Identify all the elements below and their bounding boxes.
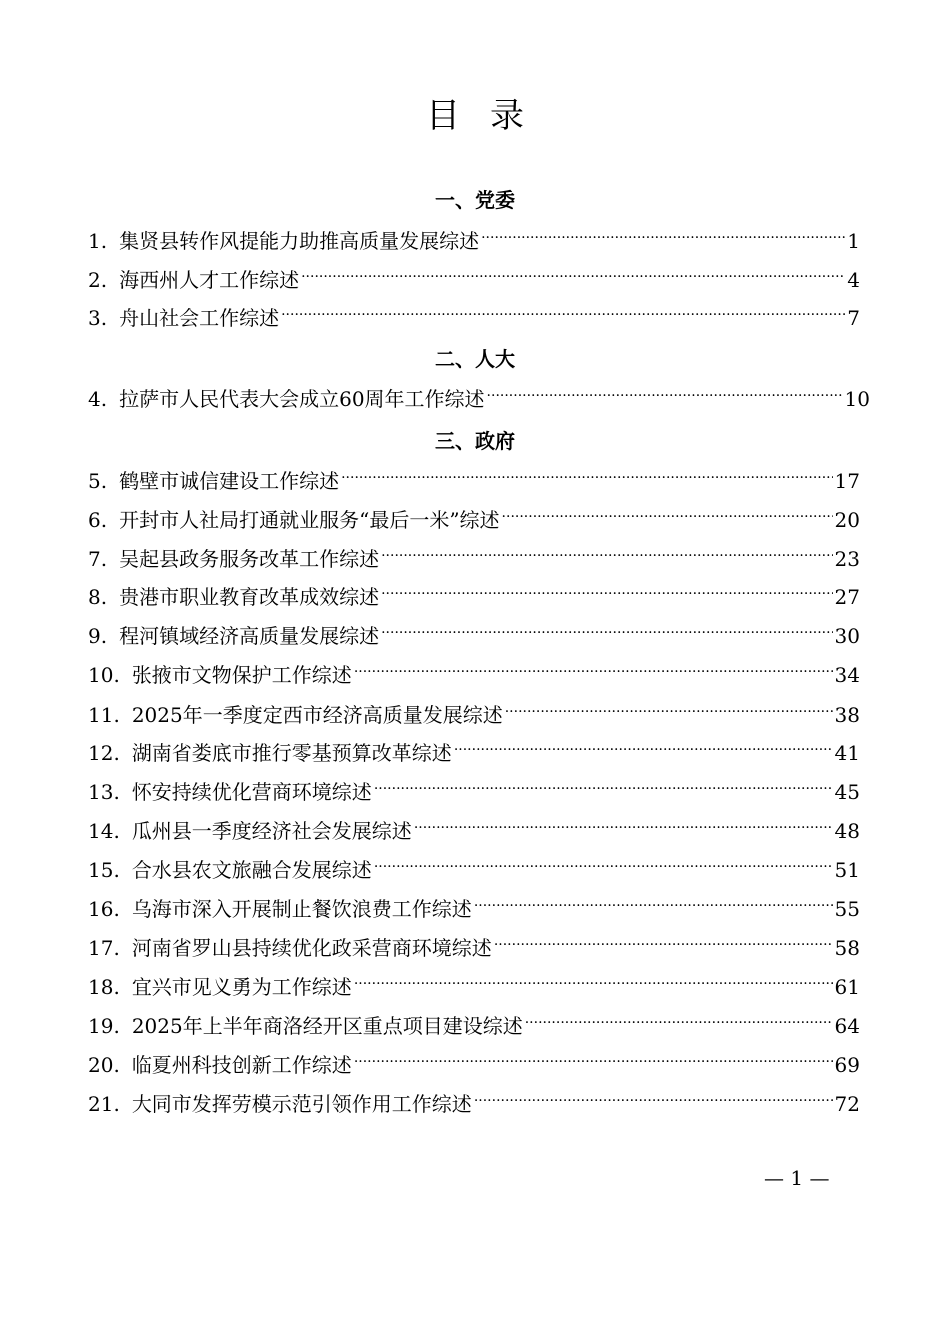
leader-dots (525, 1015, 833, 1031)
toc-entry[interactable] (88, 581, 860, 607)
toc-entry[interactable] (88, 543, 860, 569)
entry-number: 21. (88, 1092, 120, 1116)
entry-number: 10. (88, 663, 120, 687)
entry-page: 41 (834, 741, 860, 765)
entry-page: 4 (847, 268, 860, 292)
page-number: — 1 — (764, 1166, 830, 1190)
entry-page: 64 (834, 1014, 860, 1038)
entry-number: 1. (88, 229, 108, 253)
entry-title: 开封市人社局打通就业服务“最后一米”综述 (119, 508, 500, 532)
entry-number: 15. (88, 858, 120, 882)
leader-dots (381, 586, 832, 602)
entry-title: 吴起县政务服务改革工作综述 (119, 547, 380, 571)
entry-page: 72 (834, 1092, 860, 1116)
toc-entry[interactable] (88, 383, 870, 409)
leader-dots (481, 230, 845, 246)
toc-entry[interactable] (88, 1010, 860, 1036)
entry-page: 1 (847, 229, 860, 253)
leader-dots (474, 1093, 833, 1109)
leader-dots (374, 781, 833, 797)
toc-entry[interactable] (88, 737, 860, 763)
toc-entry[interactable] (88, 1049, 860, 1075)
entry-title: 海西州人才工作综述 (119, 268, 300, 292)
entry-title: 宜兴市见义勇为工作综述 (131, 975, 352, 999)
leader-dots (454, 742, 833, 758)
entry-page: 20 (834, 508, 860, 532)
leader-dots (381, 548, 832, 564)
entry-title: 湖南省娄底市推行零基预算改革综述 (131, 741, 452, 765)
entry-page: 38 (834, 703, 860, 727)
toc-entry[interactable] (88, 1088, 860, 1114)
toc-entry[interactable] (88, 659, 860, 685)
entry-number: 16. (88, 897, 120, 921)
entry-number: 18. (88, 975, 120, 999)
entry-page: 17 (834, 469, 860, 493)
entry-title: 拉萨市人民代表大会成立60周年工作综述 (119, 387, 485, 411)
entry-title: 程河镇域经济高质量发展综述 (119, 624, 380, 648)
entry-page: 69 (834, 1053, 860, 1077)
leader-dots (354, 664, 833, 680)
entry-number: 4. (88, 387, 108, 411)
entry-number: 6. (88, 508, 108, 532)
leader-dots (414, 820, 833, 836)
leader-dots (354, 1054, 833, 1070)
entry-number: 9. (88, 624, 108, 648)
leader-dots (474, 898, 833, 914)
section-heading: 三、政府 (435, 429, 515, 453)
entry-number: 17. (88, 936, 120, 960)
entry-title: 张掖市文物保护工作综述 (131, 663, 352, 687)
leader-dots (301, 269, 845, 285)
entry-page: 55 (834, 897, 860, 921)
entry-number: 20. (88, 1053, 120, 1077)
entry-title: 鹤壁市诚信建设工作综述 (119, 469, 340, 493)
entry-page: 30 (834, 624, 860, 648)
leader-dots (354, 976, 833, 992)
entry-page: 61 (834, 975, 860, 999)
toc-entry[interactable] (88, 264, 860, 290)
leader-dots (381, 625, 832, 641)
section-heading: 一、党委 (435, 188, 515, 212)
toc-entry[interactable] (88, 776, 860, 802)
entry-page: 48 (834, 819, 860, 843)
leader-dots (341, 470, 832, 486)
entry-number: 14. (88, 819, 120, 843)
toc-entry[interactable] (88, 302, 860, 328)
entry-page: 7 (847, 306, 860, 330)
entry-title: 2025年上半年商洛经开区重点项目建设综述 (131, 1014, 523, 1038)
entry-title: 大同市发挥劳模示范引领作用工作综述 (131, 1092, 472, 1116)
leader-dots (505, 704, 833, 720)
entry-number: 11. (88, 703, 120, 727)
toc-entry[interactable] (88, 854, 860, 880)
entry-title: 乌海市深入开展制止餐饮浪费工作综述 (131, 897, 472, 921)
toc-title: 目录 (426, 96, 554, 136)
entry-number: 13. (88, 780, 120, 804)
entry-page: 45 (834, 780, 860, 804)
leader-dots (487, 388, 843, 404)
toc-entry[interactable] (88, 815, 860, 841)
leader-dots (502, 509, 833, 525)
toc-entry[interactable] (88, 504, 860, 530)
entry-title: 合水县农文旅融合发展综述 (131, 858, 372, 882)
leader-dots (281, 307, 845, 323)
toc-entry[interactable] (88, 465, 860, 491)
entry-page: 58 (834, 936, 860, 960)
entry-title: 2025年一季度定西市经济高质量发展综述 (131, 703, 503, 727)
entry-page: 10 (844, 387, 870, 411)
entry-title: 集贤县转作风提能力助推高质量发展综述 (119, 229, 480, 253)
entry-page: 34 (834, 663, 860, 687)
entry-number: 5. (88, 469, 108, 493)
entry-page: 27 (834, 585, 860, 609)
toc-entry[interactable] (88, 225, 860, 251)
leader-dots (494, 937, 833, 953)
entry-title: 怀安持续优化营商环境综述 (131, 780, 372, 804)
entry-title: 贵港市职业教育改革成效综述 (119, 585, 380, 609)
section-heading: 二、人大 (435, 347, 515, 371)
entry-number: 19. (88, 1014, 120, 1038)
entry-title: 临夏州科技创新工作综述 (131, 1053, 352, 1077)
toc-entry[interactable] (88, 932, 860, 958)
toc-entry[interactable] (88, 971, 860, 997)
entry-title: 舟山社会工作综述 (119, 306, 280, 330)
entry-page: 51 (834, 858, 860, 882)
entry-title: 瓜州县一季度经济社会发展综述 (131, 819, 412, 843)
toc-entry[interactable] (88, 620, 860, 646)
entry-title: 河南省罗山县持续优化政采营商环境综述 (131, 936, 492, 960)
entry-page: 23 (834, 547, 860, 571)
entry-number: 8. (88, 585, 108, 609)
entry-number: 2. (88, 268, 108, 292)
toc-entry[interactable] (88, 893, 860, 919)
entry-number: 7. (88, 547, 108, 571)
toc-entry[interactable] (88, 699, 860, 725)
leader-dots (374, 859, 833, 875)
entry-number: 12. (88, 741, 120, 765)
entry-number: 3. (88, 306, 108, 330)
